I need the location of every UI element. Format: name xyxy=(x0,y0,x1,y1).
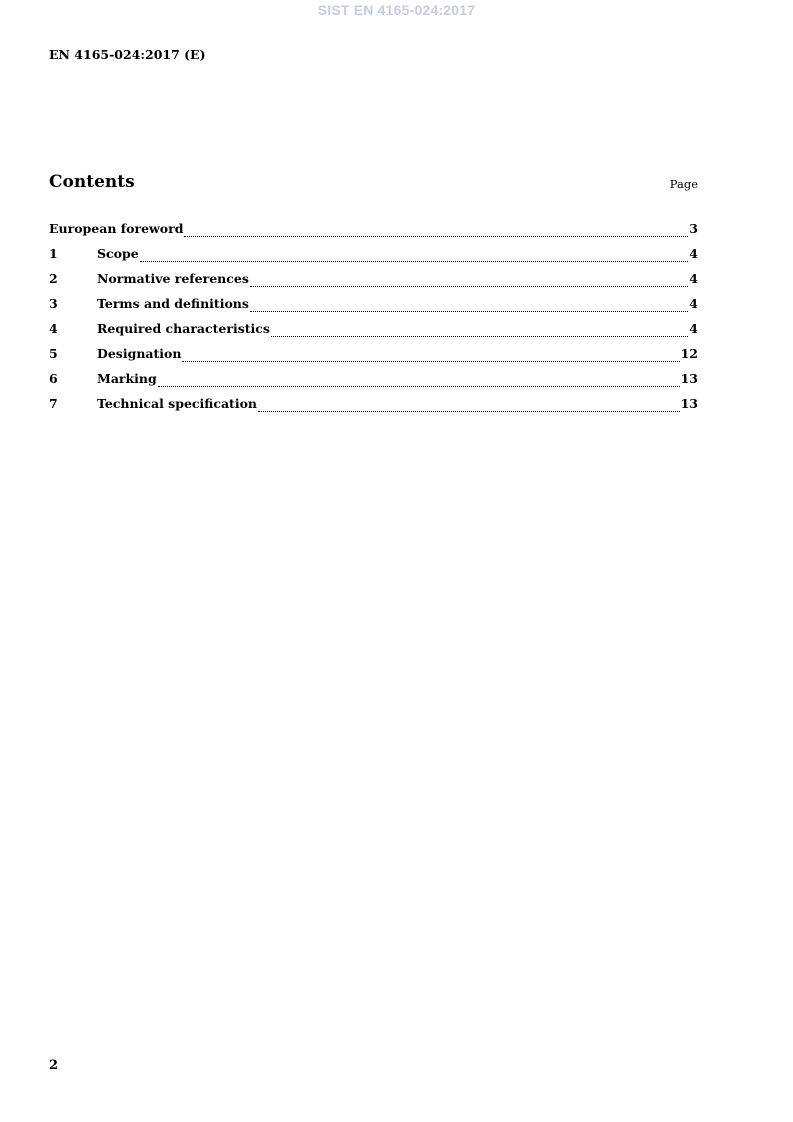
toc-dot-leader xyxy=(140,260,689,262)
toc-entry-number: 1 xyxy=(49,246,58,261)
watermark: SIST EN 4165-024:2017 xyxy=(317,2,476,18)
toc-entry-page: 4 xyxy=(689,321,698,336)
toc-entry-number: 5 xyxy=(49,346,58,361)
toc-entry-designation[interactable] xyxy=(49,346,698,371)
toc-dot-leader xyxy=(250,285,688,287)
toc-entry-page: 13 xyxy=(680,396,698,411)
toc-entry-title: Scope xyxy=(97,246,139,261)
toc-entry-marking[interactable] xyxy=(49,371,698,396)
toc-dot-leader xyxy=(250,310,688,312)
toc-entry-number: 3 xyxy=(49,296,58,311)
toc-entry-title: Marking xyxy=(97,371,157,386)
toc-entry-title: European foreword xyxy=(49,221,184,236)
toc-entry-page: 3 xyxy=(689,221,698,236)
contents-heading: Contents xyxy=(49,172,135,192)
page-number: 2 xyxy=(49,1058,59,1073)
toc-entry-page: 12 xyxy=(680,346,698,361)
toc-dot-leader xyxy=(182,360,679,362)
toc-entry-terms-and-definitions[interactable] xyxy=(49,296,698,321)
toc-dot-leader xyxy=(158,385,680,387)
toc-entry-number: 7 xyxy=(49,396,58,411)
toc-entry-page: 13 xyxy=(680,371,698,386)
toc-entry-number: 4 xyxy=(49,321,58,336)
toc-entry-title: Required characteristics xyxy=(97,321,270,336)
toc-entry-page: 4 xyxy=(689,246,698,261)
toc-dot-leader xyxy=(271,335,688,337)
toc-entry-title: Designation xyxy=(97,346,182,361)
toc-dot-leader xyxy=(184,235,688,237)
toc-entry-scope[interactable] xyxy=(49,246,698,271)
document-id: EN 4165-024:2017 (E) xyxy=(49,47,206,62)
toc-entry-page: 4 xyxy=(689,271,698,286)
toc-dot-leader xyxy=(258,410,680,412)
toc-entry-title: Terms and definitions xyxy=(97,296,249,311)
toc-entry-title: Technical specification xyxy=(97,396,258,411)
toc-entry-page: 4 xyxy=(689,296,698,311)
toc-entry-technical-specification[interactable] xyxy=(49,396,698,421)
toc-entry-normative-references[interactable] xyxy=(49,271,698,296)
page-column-label: Page xyxy=(669,177,698,191)
table-of-contents xyxy=(49,221,698,421)
toc-entry-number: 6 xyxy=(49,371,58,386)
toc-entry-european-foreword[interactable] xyxy=(49,221,698,246)
toc-entry-number: 2 xyxy=(49,271,58,286)
toc-entry-required-characteristics[interactable] xyxy=(49,321,698,346)
toc-entry-title: Normative references xyxy=(97,271,249,286)
